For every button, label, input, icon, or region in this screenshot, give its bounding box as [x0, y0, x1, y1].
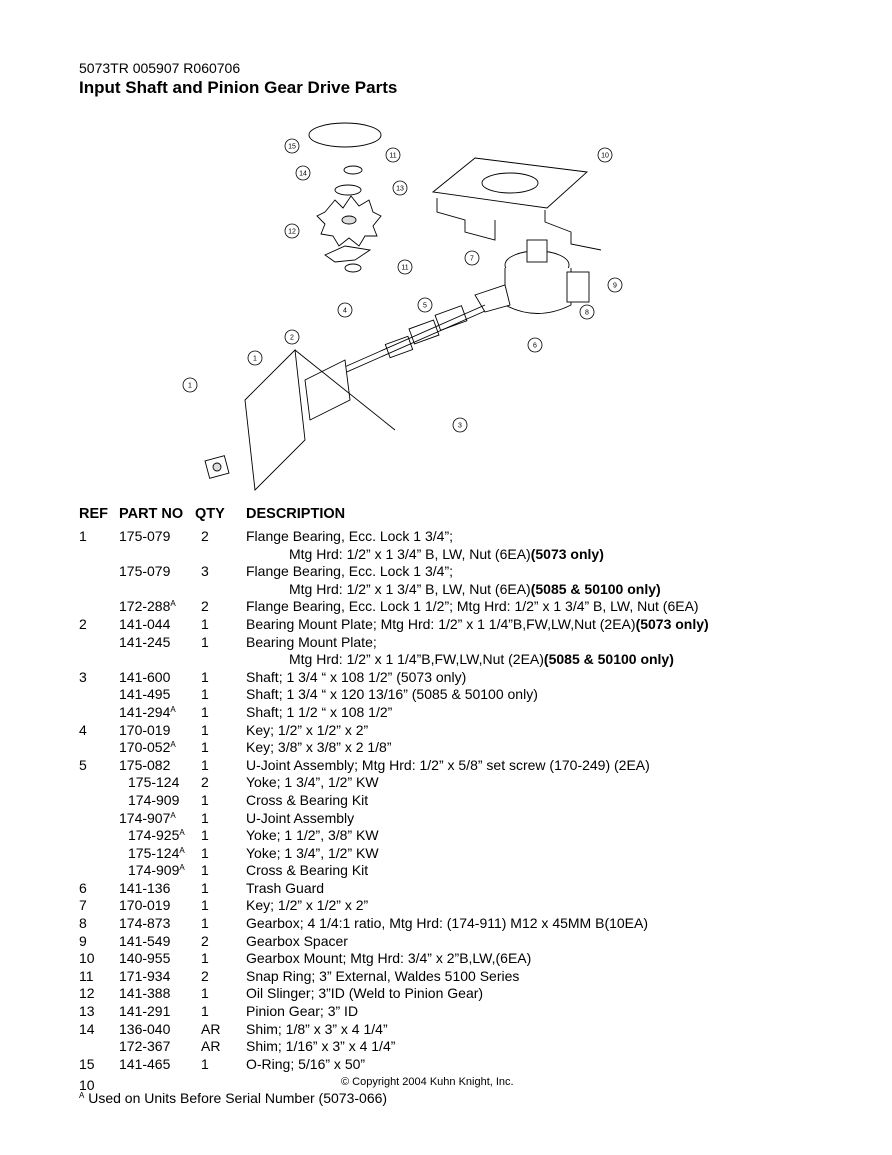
table-row: [0, 669, 892, 687]
part-no-cell: [119, 1003, 170, 1021]
part-no-text: 140-955: [119, 950, 171, 967]
superscript-marker: A: [179, 828, 185, 838]
description-cell: [246, 774, 379, 792]
table-row: [0, 792, 892, 810]
callout-label: [183, 378, 197, 392]
table-row: [0, 1003, 892, 1021]
description-cell: [289, 651, 674, 669]
superscript-marker: A: [179, 863, 185, 873]
description-text: Gearbox; 4 1/4:1 ratio, Mtg Hrd: (174-911) M12 x 45MM B(10EA): [246, 915, 649, 932]
svg-text:15: 15: [288, 143, 296, 151]
gearbox-mount-part: [433, 158, 601, 250]
description-text: Cross & Bearing Kit: [246, 791, 369, 808]
svg-text:12: 12: [288, 228, 296, 236]
part-no-text: 141-136: [119, 879, 171, 896]
part-no-cell: [119, 704, 176, 722]
description-cell: [246, 598, 699, 616]
table-row: [0, 1021, 892, 1039]
part-no-cell: [128, 845, 185, 863]
description-text: Flange Bearing, Ecc. Lock 1 1/2”; Mtg Hrd: 1/2” x 1 3/4” B, LW, Nut (6EA): [246, 598, 699, 615]
flange-bearing-part: [205, 456, 229, 479]
callout-label: [393, 181, 407, 195]
part-no-text: 175-124: [128, 844, 180, 861]
callout-label: [598, 148, 612, 162]
part-no-cell: [119, 1056, 170, 1074]
qty-cell: 1: [201, 879, 209, 896]
svg-text:3: 3: [458, 422, 462, 430]
table-row: [0, 581, 892, 599]
description-cell: [246, 792, 368, 810]
callout-label: [285, 330, 299, 344]
description-cell: [246, 968, 519, 986]
callout-label: [608, 278, 622, 292]
table-row: [0, 862, 892, 880]
part-no-cell: [119, 722, 170, 740]
part-no-text: 141-044: [119, 615, 171, 632]
svg-text:6: 6: [533, 342, 537, 350]
part-no-cell: [119, 563, 170, 581]
callout-label: [338, 303, 352, 317]
doc-code: 5073TR 005907 R060706: [79, 60, 241, 76]
description-text: Shaft; 1 1/2 “ x 108 1/2”: [246, 703, 393, 720]
qty-cell: 1: [201, 897, 209, 914]
part-no-cell: [128, 792, 179, 810]
part-no-cell: [128, 862, 185, 880]
oil-slinger-part: [325, 246, 370, 262]
table-row: [0, 1056, 892, 1074]
part-no-cell: [119, 739, 176, 757]
description-cell: [246, 704, 392, 722]
part-no-text: 175-124: [128, 774, 180, 791]
part-no-text: 175-079: [119, 528, 171, 544]
part-no-text: 174-907: [119, 809, 171, 826]
qty-cell: 1: [201, 950, 209, 967]
svg-text:5: 5: [423, 302, 427, 310]
snap-ring-part: [344, 166, 362, 174]
table-row: [0, 546, 892, 564]
qty-cell: 1: [201, 633, 209, 650]
part-no-text: 141-388: [119, 985, 171, 1002]
qty-cell: 2: [201, 598, 209, 615]
qty-cell: 2: [201, 528, 209, 544]
ref-cell: 1: [79, 528, 87, 544]
bearing-mount-plate-part: [245, 350, 395, 490]
part-no-cell: [119, 669, 170, 687]
snap-ring-part-2: [345, 264, 361, 272]
ref-cell: 13: [79, 1003, 95, 1020]
part-no-text: 141-245: [119, 633, 171, 650]
table-row: [0, 985, 892, 1003]
ref-cell: 11: [79, 967, 94, 984]
table-row: [0, 598, 892, 616]
description-cell: [246, 845, 379, 863]
table-row: [0, 950, 892, 968]
description-text: Pinion Gear; 3” ID: [246, 1003, 359, 1020]
qty-cell: 1: [201, 791, 209, 808]
description-text: Snap Ring; 3” External, Waldes 5100 Series: [246, 967, 520, 984]
description-cell: [289, 546, 604, 564]
part-no-text: 141-465: [119, 1055, 171, 1072]
description-cell: [246, 686, 538, 704]
svg-text:11: 11: [401, 264, 409, 272]
page-title: Input Shaft and Pinion Gear Drive Parts: [79, 78, 398, 97]
svg-text:9: 9: [613, 282, 617, 290]
description-text: Bearing Mount Plate; Mtg Hrd: 1/2” x 1 1/4”B,FW,LW,Nut (2EA): [246, 615, 636, 632]
part-no-cell: [119, 968, 170, 986]
qty-cell: 2: [201, 774, 209, 791]
ref-cell: 12: [79, 985, 95, 1002]
table-row: [0, 933, 892, 951]
description-text: Mtg Hrd: 1/2” x 1 3/4” B, LW, Nut (6EA): [289, 580, 531, 597]
description-text: Trash Guard: [246, 879, 325, 896]
svg-text:10: 10: [601, 152, 609, 160]
svg-text:2: 2: [290, 334, 294, 342]
qty-cell: 1: [201, 703, 209, 720]
part-no-text: 141-549: [119, 932, 171, 949]
description-text: Shim; 1/16” x 3” x 4 1/4”: [246, 1038, 396, 1055]
part-no-text: 174-925: [128, 827, 180, 844]
description-cell: [246, 897, 368, 915]
qty-cell: 1: [201, 862, 209, 879]
part-no-cell: [119, 880, 170, 898]
ref-cell: 10: [79, 950, 95, 967]
description-text: U-Joint Assembly; Mtg Hrd: 1/2” x 5/8” set screw (170-249) (2EA): [246, 756, 650, 773]
table-row: [0, 774, 892, 792]
superscript-marker: A: [170, 599, 176, 609]
part-no-cell: [119, 810, 176, 828]
part-no-cell: [119, 897, 170, 915]
qty-cell: 1: [201, 844, 209, 861]
qty-cell: 1: [201, 686, 209, 703]
o-ring-part: [309, 123, 381, 147]
table-row: [0, 528, 892, 546]
description-cell: [246, 950, 531, 968]
diagram-svg: [175, 100, 635, 495]
description-text: Cross & Bearing Kit: [246, 862, 369, 879]
part-no-cell: [119, 634, 170, 652]
description-text: Flange Bearing, Ecc. Lock 1 3/4”;: [246, 528, 453, 544]
qty-cell: 1: [201, 985, 209, 1002]
description-text: O-Ring; 5/16” x 50”: [246, 1055, 366, 1072]
part-no-text: 141-294: [119, 703, 171, 720]
part-no-text: 174-909: [128, 791, 180, 808]
description-text: Key; 1/2” x 1/2” x 2”: [246, 897, 369, 914]
part-no-cell: [119, 915, 170, 933]
description-cell: [289, 581, 661, 599]
callout-label: [285, 224, 299, 238]
callout-label: [580, 305, 594, 319]
table-row: [0, 897, 892, 915]
qty-cell: 1: [201, 668, 209, 685]
svg-text:14: 14: [299, 170, 307, 178]
col-header-ref: REF: [79, 506, 108, 522]
callout-label: [285, 139, 299, 153]
table-row: [0, 968, 892, 986]
part-no-cell: [119, 1038, 170, 1056]
table-row: [0, 616, 892, 634]
ref-cell: 6: [79, 879, 87, 896]
description-text: U-Joint Assembly: [246, 809, 355, 826]
ref-cell: 14: [79, 1020, 95, 1037]
qty-cell: 1: [201, 1055, 209, 1072]
page-number: 10: [79, 1077, 95, 1093]
ref-cell: 7: [79, 897, 87, 914]
model-note: (5073 only): [530, 545, 604, 562]
description-cell: [246, 757, 650, 775]
description-text: Bearing Mount Plate;: [246, 633, 377, 650]
qty-cell: 1: [201, 915, 209, 932]
qty-cell: 1: [201, 827, 209, 844]
exploded-parts-diagram: [175, 100, 635, 495]
description-cell: [246, 1056, 365, 1074]
table-row: [0, 1038, 892, 1056]
part-no-cell: [119, 933, 170, 951]
part-no-cell: [119, 598, 176, 616]
svg-text:1: 1: [188, 382, 192, 390]
description-cell: [246, 634, 377, 652]
qty-cell: 2: [201, 967, 209, 984]
superscript-marker: A: [170, 704, 176, 714]
part-no-text: 174-909: [128, 862, 180, 879]
ref-cell: 2: [79, 615, 87, 632]
model-note: (5085 & 50100 only): [543, 651, 674, 668]
ref-cell: 3: [79, 668, 87, 685]
qty-cell: 2: [201, 932, 209, 949]
qty-cell: 1: [201, 1003, 209, 1020]
svg-text:13: 13: [396, 185, 404, 193]
part-no-cell: [119, 528, 170, 546]
description-text: Shim; 1/8” x 3” x 4 1/4”: [246, 1020, 388, 1037]
description-cell: [246, 880, 324, 898]
superscript-marker: A: [170, 810, 176, 820]
table-row: [0, 880, 892, 898]
callout-label: [386, 148, 400, 162]
part-no-text: 171-934: [119, 967, 171, 984]
table-row: [0, 563, 892, 581]
part-no-text: 174-873: [119, 915, 171, 932]
table-row: [0, 634, 892, 652]
svg-text:11: 11: [389, 152, 397, 160]
footnote-marker: A: [79, 1091, 85, 1100]
ref-cell: 5: [79, 756, 87, 773]
callout-label: [528, 338, 542, 352]
part-no-text: 136-040: [119, 1020, 171, 1037]
part-no-cell: [119, 985, 170, 1003]
description-text: Shaft; 1 3/4 “ x 120 13/16” (5085 & 50100 only): [246, 686, 538, 703]
gearbox-part: [475, 240, 589, 314]
description-cell: [246, 985, 483, 1003]
description-text: Yoke; 1 3/4”, 1/2” KW: [246, 774, 379, 791]
svg-text:8: 8: [585, 309, 589, 317]
svg-text:1: 1: [253, 355, 257, 363]
description-text: Key; 3/8” x 3/8” x 2 1/8”: [246, 739, 392, 756]
callout-label: [465, 251, 479, 265]
part-no-text: 141-600: [119, 668, 171, 685]
description-cell: [246, 933, 348, 951]
superscript-marker: A: [179, 845, 185, 855]
model-note: (5085 & 50100 only): [530, 580, 661, 597]
parts-list: [0, 528, 892, 1073]
part-no-cell: [128, 827, 185, 845]
description-text: Mtg Hrd: 1/2” x 1 3/4” B, LW, Nut (6EA): [289, 545, 531, 562]
part-no-text: 170-019: [119, 897, 171, 914]
table-row: [0, 739, 892, 757]
part-no-cell: [128, 774, 179, 792]
description-cell: [246, 1021, 388, 1039]
copyright: © Copyright 2004 Kuhn Knight, Inc.: [341, 1076, 514, 1088]
description-text: Gearbox Mount; Mtg Hrd: 3/4” x 2”B,LW,(6EA): [246, 950, 532, 967]
part-no-cell: [119, 757, 170, 775]
description-text: Flange Bearing, Ecc. Lock 1 3/4”;: [246, 563, 453, 580]
description-cell: [246, 739, 392, 757]
description-text: Gearbox Spacer: [246, 932, 348, 949]
description-text: Key; 1/2” x 1/2” x 2”: [246, 721, 369, 738]
ref-cell: 8: [79, 915, 87, 932]
qty-cell: 1: [201, 739, 209, 756]
table-row: [0, 757, 892, 775]
footnote: [79, 1090, 387, 1106]
shim-part: [335, 185, 361, 195]
callout-label: [418, 298, 432, 312]
description-cell: [246, 810, 354, 828]
description-cell: [246, 915, 648, 933]
part-no-cell: [119, 686, 170, 704]
description-text: Yoke; 1 3/4”, 1/2” KW: [246, 844, 379, 861]
col-header-description: DESCRIPTION: [246, 506, 346, 522]
model-note: (5073 only): [635, 615, 709, 632]
description-cell: [246, 563, 453, 581]
description-cell: [246, 722, 368, 740]
description-text: Oil Slinger; 3”ID (Weld to Pinion Gear): [246, 985, 484, 1002]
svg-text:7: 7: [470, 255, 474, 263]
description-text: Shaft; 1 3/4 “ x 108 1/2” (5073 only): [246, 668, 467, 685]
part-no-text: 175-082: [119, 756, 171, 773]
description-cell: [246, 827, 379, 845]
callout-label: [296, 166, 310, 180]
table-row: [0, 827, 892, 845]
part-no-cell: [119, 950, 170, 968]
description-cell: [246, 1038, 395, 1056]
description-cell: [246, 1003, 358, 1021]
callout-label: [398, 260, 412, 274]
qty-cell: AR: [201, 1020, 221, 1037]
ref-cell: 4: [79, 721, 87, 738]
col-header-part-no: PART NO: [119, 506, 184, 522]
qty-cell: 1: [201, 721, 209, 738]
callout-label: [248, 351, 262, 365]
part-no-text: 141-291: [119, 1003, 171, 1020]
table-row: [0, 722, 892, 740]
qty-cell: AR: [201, 1038, 221, 1055]
pinion-gear-part: [317, 196, 381, 246]
qty-cell: 1: [201, 809, 209, 826]
table-row: [0, 845, 892, 863]
part-no-cell: [119, 616, 170, 634]
description-cell: [246, 669, 466, 687]
part-no-text: 175-079: [119, 563, 171, 580]
qty-cell: 1: [201, 615, 209, 632]
ref-cell: 9: [79, 932, 87, 949]
description-text: Yoke; 1 1/2”, 3/8” KW: [246, 827, 379, 844]
description-cell: [246, 616, 709, 634]
description-cell: [246, 862, 368, 880]
part-no-cell: [119, 1021, 170, 1039]
table-row: [0, 651, 892, 669]
table-row: [0, 810, 892, 828]
part-no-text: 172-288: [119, 598, 171, 615]
qty-cell: 1: [201, 756, 209, 773]
superscript-marker: A: [170, 740, 176, 750]
description-text: Mtg Hrd: 1/2” x 1 1/4”B,FW,LW,Nut (2EA): [289, 651, 544, 668]
part-no-text: 141-495: [119, 686, 171, 703]
table-row: [0, 686, 892, 704]
part-no-text: 172-367: [119, 1038, 171, 1055]
ref-cell: 15: [79, 1055, 95, 1072]
svg-text:4: 4: [343, 307, 347, 315]
part-no-text: 170-052: [119, 739, 171, 756]
description-cell: [246, 528, 453, 546]
table-row: [0, 915, 892, 933]
part-no-text: 170-019: [119, 721, 171, 738]
footnote-text: Used on Units Before Serial Number (5073-066): [88, 1090, 388, 1106]
table-row: [0, 704, 892, 722]
callout-label: [453, 418, 467, 432]
col-header-qty: QTY: [195, 506, 225, 522]
qty-cell: 3: [201, 563, 209, 580]
